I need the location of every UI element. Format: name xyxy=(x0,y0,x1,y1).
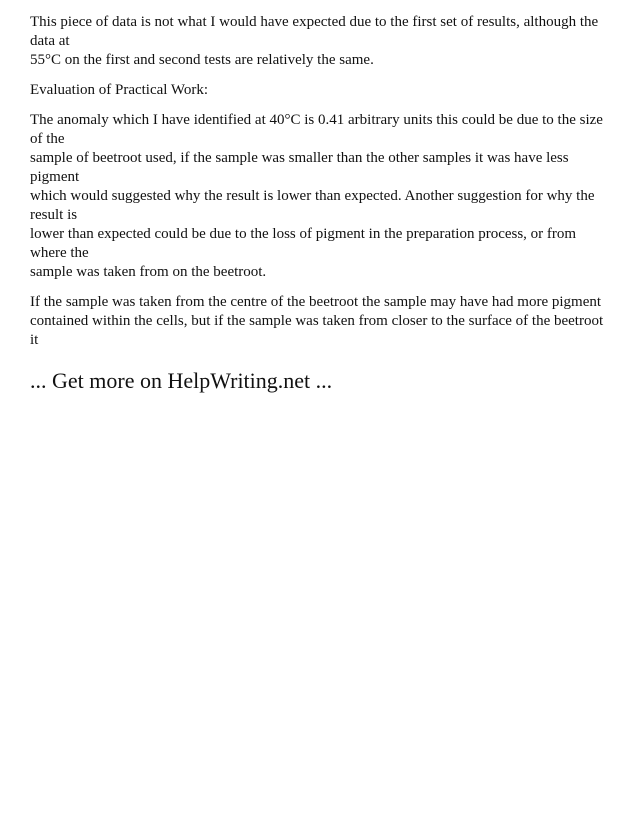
paragraph-sample-location: If the sample was taken from the centre of the beetroot the sample may have had more pigment contained within the cells, but if the sample was taken from closer to the surface of the beetroot it xyxy=(30,294,604,348)
paragraph-anomaly: The anomaly which I have identified at 40°C is 0.41 arbitrary units this could be due to the size of the sample of beetroot used, if the sample was smaller than the other samples it was have less pigment which would suggested why the result is lower than expected. Another suggestion for why the result is lower than expected could be due to the loss of pigment in the preparation process, or from where the sample was taken from on the beetroot. xyxy=(30,112,603,280)
get-more-link[interactable]: ... Get more on HelpWriting.net ... xyxy=(30,368,333,393)
document-page xyxy=(30,13,615,394)
section-heading-evaluation: Evaluation of Practical Work: xyxy=(30,82,209,98)
paragraph-results-comparison: This piece of data is not what I would have expected due to the first set of results, although the data at 55°C on the first and second tests are relatively the same. xyxy=(30,14,599,68)
